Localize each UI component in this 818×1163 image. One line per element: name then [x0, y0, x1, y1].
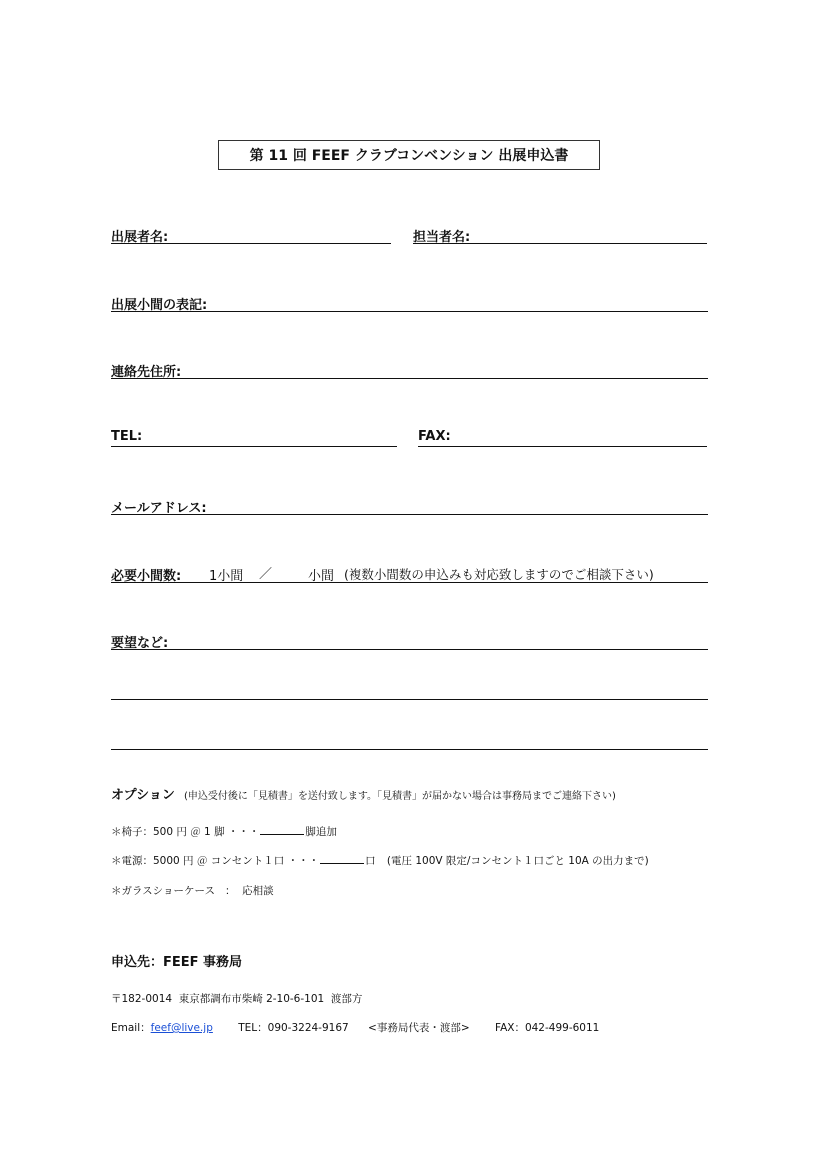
fax-label: FAX:: [418, 429, 451, 444]
email-line[interactable]: [111, 514, 708, 515]
person-in-charge-line[interactable]: [413, 243, 707, 244]
email-contact-label: Email：: [111, 1022, 151, 1034]
power-option-text: ＊電源：5000 円 ＠ コンセント１口 ・・・: [111, 855, 320, 867]
chair-option-suffix: 脚追加: [305, 826, 337, 838]
booth-display-label: 出展小間の表記:: [111, 298, 208, 313]
requests-line-1[interactable]: [111, 649, 708, 650]
options-heading-row: [111, 784, 616, 803]
power-option-suffix: 口: [365, 855, 376, 867]
booths-slash: ／: [259, 567, 273, 582]
requests-line-2[interactable]: [111, 699, 708, 700]
showcase-option: ＊ガラスショーケース ： 応相談: [111, 885, 274, 897]
tel-contact: TEL：090-3224-9167: [238, 1022, 349, 1034]
booths-line[interactable]: [111, 582, 708, 583]
chair-option: [111, 824, 337, 839]
address-line[interactable]: [111, 378, 708, 379]
booth-display-line[interactable]: [111, 311, 708, 312]
fax-line[interactable]: [418, 446, 707, 447]
booths-note: (複数小間数の申込みも対応致しますのでご相談下さい): [344, 567, 654, 582]
email-label: メールアドレス:: [111, 501, 207, 516]
contact-address: 〒182-0014 東京都調布市柴崎 2-10-6-101 渡部方: [111, 993, 363, 1005]
requests-line-3[interactable]: [111, 749, 708, 750]
options-heading: オプション: [111, 788, 175, 803]
booths-option-one[interactable]: 1小間: [209, 569, 244, 584]
booths-unit: 小間: [308, 569, 335, 584]
power-option-note: (電圧 100V 限定/コンセント１口ごと 10A の出力まで): [386, 855, 649, 867]
office-representative: <事務局代表・渡部>: [368, 1022, 470, 1034]
requests-label: 要望など:: [111, 636, 169, 651]
power-count-blank[interactable]: [320, 853, 364, 864]
exhibitor-name-line[interactable]: [111, 243, 391, 244]
power-option: [111, 853, 649, 868]
fax-contact: FAX：042-499-6011: [495, 1022, 600, 1034]
form-title: 第 11 回 FEEF クラブコンベンション 出展申込書: [218, 140, 600, 170]
chair-option-text: ＊椅子：500 円 ＠ 1 脚 ・・・: [111, 826, 260, 838]
chair-count-blank[interactable]: [260, 824, 304, 835]
person-in-charge-label: 担当者名:: [413, 230, 471, 245]
options-heading-note: (申込受付後に「見積書」を送付致します。「見積書」が届かない場合は事務局までご連絡下さい): [183, 791, 616, 802]
booths-label: 必要小間数:: [111, 569, 182, 584]
contact-heading: 申込先：FEEF 事務局: [111, 955, 243, 970]
address-label: 連絡先住所:: [111, 365, 182, 380]
tel-line[interactable]: [111, 446, 397, 447]
contact-details: [111, 1020, 599, 1035]
exhibitor-name-label: 出展者名:: [111, 230, 169, 245]
email-link[interactable]: feef@live.jp: [150, 1022, 213, 1034]
tel-label: TEL:: [111, 429, 143, 444]
